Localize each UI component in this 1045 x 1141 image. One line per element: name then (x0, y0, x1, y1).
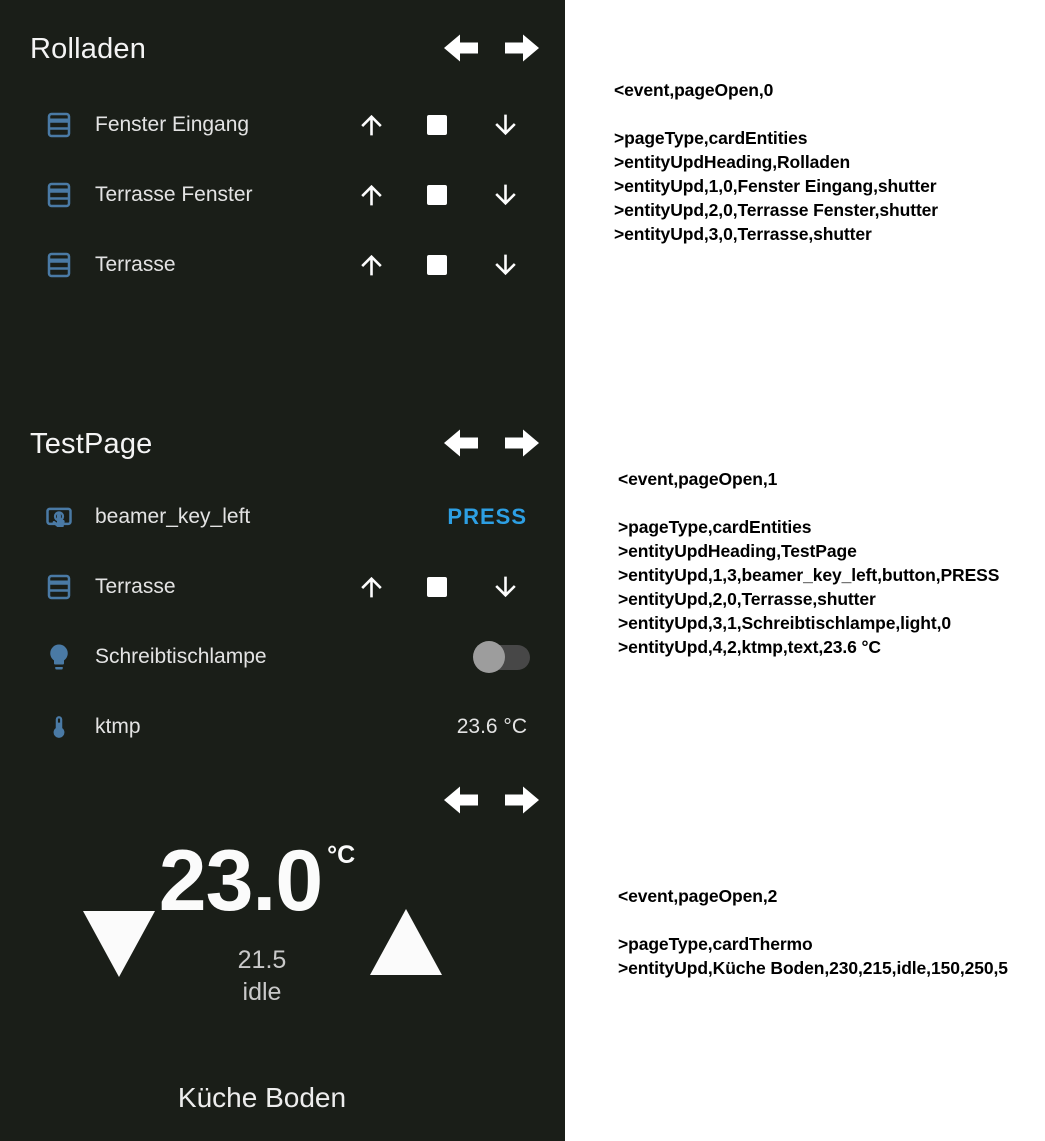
protocol-line: >pageType,cardEntities (618, 517, 812, 537)
shutter-down-button[interactable] (490, 572, 521, 603)
shutter-down-button[interactable] (490, 250, 521, 281)
protocol-line (618, 908, 1008, 932)
protocol-block-page1 (618, 467, 999, 659)
protocol-line: >entityUpd,4,2,ktmp,text,23.6 °C (618, 637, 881, 657)
entity-label: Fenster Eingang (95, 113, 250, 136)
protocol-line: >pageType,cardThermo (618, 934, 813, 954)
thermo-increase-button[interactable] (369, 908, 443, 976)
shutter-stop-button[interactable] (427, 115, 447, 135)
shutter-down-button[interactable] (490, 180, 521, 211)
entity-label: Terrasse (95, 575, 176, 598)
thermo-target-temperature: 21.5 (237, 946, 287, 974)
nav-next-icon[interactable] (504, 784, 540, 816)
shutter-stop-button[interactable] (427, 255, 447, 275)
protocol-line: >entityUpd,1,0,Fenster Eingang,shutter (614, 176, 937, 196)
protocol-line: <event,pageOpen,1 (618, 469, 778, 489)
nav-next-icon[interactable] (504, 32, 540, 64)
protocol-line: >entityUpd,1,3,beamer_key_left,button,PRESS (618, 565, 1000, 585)
thermo-entity-name: Küche Boden (177, 1082, 347, 1113)
thermo-temp-unit: °C (327, 841, 356, 869)
entity-label: Schreibtischlampe (95, 645, 267, 668)
entity-row (0, 160, 565, 230)
entity-label: beamer_key_left (95, 505, 251, 528)
light-toggle[interactable] (477, 644, 531, 670)
protocol-line (614, 102, 938, 126)
protocol-block-page2 (618, 884, 1008, 980)
shutter-up-button[interactable] (356, 572, 387, 603)
entity-label: Terrasse Fenster (95, 183, 253, 206)
card-rolladen-heading: Rolladen (30, 33, 147, 65)
shutter-up-button[interactable] (356, 250, 387, 281)
protocol-line: >entityUpd,2,0,Terrasse Fenster,shutter (614, 200, 939, 220)
nav-next-icon[interactable] (504, 427, 540, 459)
card-testpage-heading: TestPage (30, 428, 153, 460)
toggle-knob (473, 641, 505, 673)
protocol-line: <event,pageOpen,2 (618, 886, 778, 906)
entity-row (0, 622, 565, 692)
card-testpage-nav (443, 427, 540, 459)
protocol-line: >pageType,cardEntities (614, 128, 808, 148)
thermometer-icon (44, 712, 74, 742)
thermo-decrease-button[interactable] (82, 910, 156, 978)
entity-row (0, 482, 565, 552)
nav-prev-icon[interactable] (443, 784, 479, 816)
protocol-line: >entityUpd,2,0,Terrasse,shutter (618, 589, 876, 609)
sensor-value: 23.6 °C (456, 715, 527, 738)
protocol-line: >entityUpd,3,1,Schreibtischlampe,light,0 (618, 613, 951, 633)
press-button[interactable]: PRESS (447, 504, 527, 529)
protocol-line: <event,pageOpen,0 (614, 80, 774, 100)
protocol-line: >entityUpdHeading,Rolladen (614, 152, 851, 172)
shutter-down-button[interactable] (490, 110, 521, 141)
protocol-line (618, 491, 999, 515)
protocol-line: >entityUpdHeading,TestPage (618, 541, 857, 561)
window-shutter-icon (44, 180, 74, 210)
window-shutter-icon (44, 250, 74, 280)
entity-label: ktmp (95, 715, 141, 738)
shutter-stop-button[interactable] (427, 577, 447, 597)
card-rolladen-nav (443, 32, 540, 64)
window-shutter-icon (44, 110, 74, 140)
shutter-up-button[interactable] (356, 110, 387, 141)
nav-prev-icon[interactable] (443, 427, 479, 459)
entity-row (0, 692, 565, 762)
protocol-line: >entityUpd,3,0,Terrasse,shutter (614, 224, 872, 244)
lightbulb-icon (44, 642, 74, 672)
shutter-up-button[interactable] (356, 180, 387, 211)
card-thermo-nav (443, 784, 540, 816)
protocol-line: >entityUpd,Küche Boden,230,215,idle,150,250,5 (618, 958, 1008, 978)
thermo-temp-value: 23.0 (158, 833, 323, 929)
entity-row (0, 552, 565, 622)
window-shutter-icon (44, 572, 74, 602)
entity-row (0, 90, 565, 160)
gesture-tap-button-icon (44, 502, 74, 532)
entity-label: Terrasse (95, 253, 176, 276)
thermo-status: idle (242, 978, 282, 1006)
protocol-block-page0 (614, 78, 938, 246)
shutter-stop-button[interactable] (427, 185, 447, 205)
thermo-current-temperature (132, 833, 382, 929)
nav-prev-icon[interactable] (443, 32, 479, 64)
entity-row (0, 230, 565, 300)
